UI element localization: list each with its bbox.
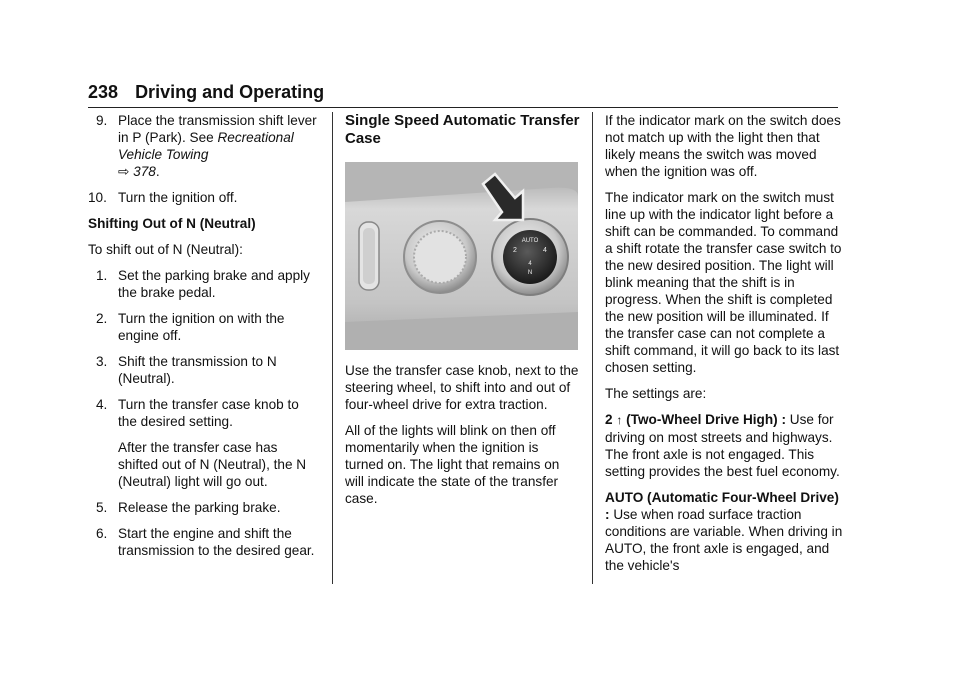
paragraph: If the indicator mark on the switch does not match up with the light then that likely means the switch was moved when the ignition was off. [605,113,841,179]
page-header [88,82,838,108]
section-title: Driving and Operating [135,82,325,102]
setting-2hi [605,411,845,480]
knob-label-2: 2 [513,247,517,254]
setting-text: Use when road surface traction conditions are variable. When driving in AUTO, the front axle is engaged, and the vehicle's [605,507,843,573]
step-note: After the transfer case has shifted out of N (Neutral), the N (Neutral) light will go out. [118,440,307,489]
paragraph: All of the lights will blink on then off momentarily when the ignition is turned on. The light that remains on will indicate the state of the transfer case. [345,423,560,506]
page-ref[interactable]: ⇨ 378 [118,164,156,179]
step-9: 9. Place the transmission shift lever in P (Park). See Recreational Vehicle Towing ⇨ 378. [96,113,317,179]
column-right [605,112,845,583]
list-item: 6. Start the engine and shift the transmission to the desired gear. [96,526,315,558]
list-item: 1. Set the parking brake and apply the brake pedal. [96,268,310,300]
knob-label-n: N [527,270,533,276]
column-middle [345,112,580,516]
knob-label-4: 4 [543,247,547,254]
subheading: Shifting Out of N (Neutral) [88,216,256,231]
column-divider [332,112,333,584]
section-heading: Single Speed Automatic Transfer Case [345,112,580,147]
intro-text: To shift out of N (Neutral): [88,242,243,257]
knob-label-auto: AUTO [521,238,539,244]
list-item: 3. Shift the transmission to N (Neutral). [96,354,277,386]
page-ref-icon: ⇨ [118,164,130,179]
paragraph: The indicator mark on the switch must line up with the indicator light before a shift can be commanded. To command a shift rotate the transfer case switch to the new desired position. The light will blink meaning that the shift is in progress. When the shift is completed the new position will be illuminated. If the transfer case can not complete a shift command, it will go back to its last chosen setting. [605,190,842,375]
step-9-text: Place the transmission shift lever in P (Park). See [118,113,317,145]
knob-label-4-low: 4 [528,261,532,267]
axle-arrow-icon: ↑ [616,413,623,427]
column-left [88,112,320,568]
list-item: 2. Turn the ignition on with the engine off. [96,311,285,343]
paragraph: The settings are: [605,386,707,401]
page-number: 238 [88,82,119,102]
paragraph: Use the transfer case knob, next to the steering wheel, to shift into and out of four-wheel drive for extra traction. [345,363,579,412]
setting-label: 2 ↑ (Two-Wheel Drive High) : [605,412,786,427]
setting-text: Use for driving on most streets and highways. The front axle is not engaged. This setting provides the best fuel economy. [605,412,840,479]
setting-label: AUTO (Automatic Four-Wheel Drive) : [605,490,839,522]
step-10: 10. Turn the ignition off. [88,190,238,205]
cross-reference-link[interactable]: Recreational Vehicle Towing [118,130,294,162]
list-item: 5. Release the parking brake. [96,500,281,515]
transfer-case-knob-photo [345,162,578,350]
setting-auto [605,489,845,574]
column-divider [592,112,593,584]
list-item: 4. Turn the transfer case knob to the desired setting. [96,397,299,429]
